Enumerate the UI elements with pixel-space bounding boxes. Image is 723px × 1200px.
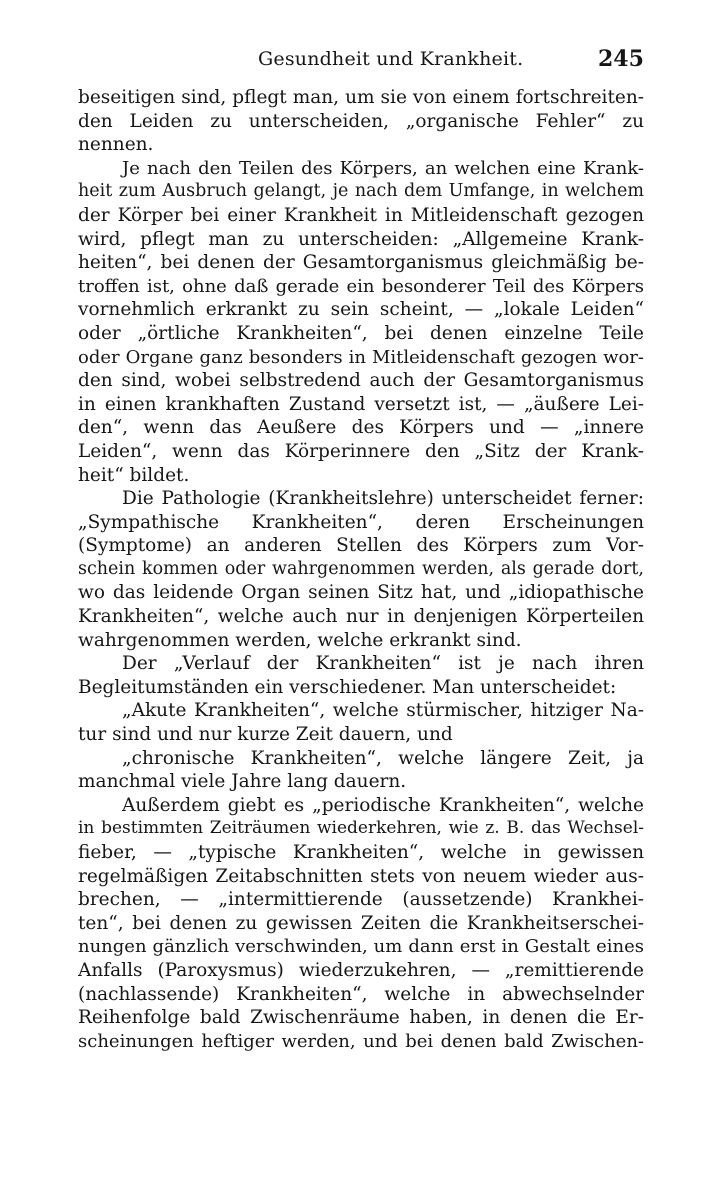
text-line: Krankheiten“, welche auch nur in denjenigen Körperteilen bbox=[78, 606, 644, 628]
text-line: fieber, — „typische Krankheiten“, welche in gewissen bbox=[78, 842, 644, 863]
text-line: vornehmlich erkrankt zu sein scheint, — „lokale Leiden“ bbox=[78, 299, 644, 321]
text-line: heit zum Ausbruch gelangt, je nach dem Umfange, in welchem bbox=[78, 181, 644, 202]
text-line: den Leiden zu unterscheiden, „organische Fehler“ zu bbox=[78, 110, 644, 132]
text-line: Leiden“, wenn das Körperinnere den „Sitz der Krank- bbox=[78, 440, 644, 462]
text-line: Reihenfolge bald Zwischenräume haben, in denen die Er- bbox=[78, 1007, 644, 1029]
text-line: (Symptome) an anderen Stellen des Körpers zum Vor- bbox=[78, 535, 644, 557]
text-line: regelmäßigen Zeitabschnitten stets von neuem wieder aus- bbox=[78, 865, 644, 887]
text-line: tur sind und nur kurze Zeit dauern, und bbox=[78, 724, 453, 746]
text-line: Je nach den Teilen des Körpers, an welchen eine Krank- bbox=[122, 157, 644, 179]
text-line: Begleitumständen ein verschiedener. Man unterscheidet: bbox=[78, 676, 617, 698]
text-line: ten“, bei denen zu gewissen Zeiten die Krankheitserschei- bbox=[78, 912, 644, 934]
text-line: beseitigen sind, pflegt man, um sie von einem fortschreiten- bbox=[78, 87, 644, 108]
running-title: Gesundheit und Krankheit. bbox=[258, 48, 524, 70]
text-line: scheinungen heftiger werden, und bei denen bald Zwischen- bbox=[78, 1030, 644, 1052]
text-line: (nachlassende) Krankheiten“, welche in abwechselnder bbox=[78, 983, 644, 1005]
text-line: brechen, — „intermittierende (aussetzende) Krankhei- bbox=[78, 889, 644, 911]
text-line: „Sympathische Krankheiten“, deren Erscheinungen bbox=[78, 511, 644, 533]
text-line: oder „örtliche Krankheiten“, bei denen einzelne Teile bbox=[78, 322, 644, 344]
text-line: Außerdem giebt es „periodische Krankheiten“, welche bbox=[122, 794, 644, 816]
text-line: oder Organe ganz besonders in Mitleidenschaft gezogen wor- bbox=[78, 346, 644, 368]
text-line: heit“ bildet. bbox=[78, 464, 190, 486]
text-line: nungen gänzlich verschwinden, um dann erst in Gestalt eines bbox=[78, 936, 644, 958]
text-line: Anfalls (Paroxysmus) wiederzukehren, — „remittierende bbox=[78, 959, 644, 981]
text-line: wahrgenommen werden, welche erkrankt sind. bbox=[78, 629, 522, 651]
text-line: in einen krankhaften Zustand versetzt ist, — „äußere Lei- bbox=[78, 393, 644, 415]
text-line: wird, pflegt man zu unterscheiden: „Allgemeine Krank- bbox=[78, 228, 644, 250]
body-text bbox=[78, 86, 644, 1053]
text-line: „Akute Krankheiten“, welche stürmischer, hitziger Na- bbox=[122, 700, 644, 722]
text-line: wo das leidende Organ seinen Sitz hat, und „idiopathische bbox=[78, 582, 644, 604]
page-number: 245 bbox=[598, 46, 644, 72]
text-line: Der „Verlauf der Krankheiten“ ist je nach ihren bbox=[122, 653, 644, 675]
text-line: den sind, wobei selbstredend auch der Gesamtorganismus bbox=[78, 370, 644, 392]
text-line: troffen ist, ohne daß gerade ein besonderer Teil des Körpers bbox=[78, 275, 644, 297]
text-line: heiten“, bei denen der Gesamtorganismus gleichmäßig be- bbox=[78, 252, 644, 274]
text-line: in bestimmten Zeiträumen wiederkehren, wie z. B. das Wechsel- bbox=[78, 818, 644, 839]
text-line: der Körper bei einer Krankheit in Mitleidenschaft gezogen bbox=[78, 204, 644, 226]
text-line: schein kommen oder wahrgenommen werden, als gerade dort, bbox=[78, 558, 644, 579]
text-line: nennen. bbox=[78, 134, 154, 156]
text-line: den“, wenn das Aeußere des Körpers und — „innere bbox=[78, 417, 644, 439]
page-header bbox=[0, 44, 723, 74]
text-line: manchmal viele Jahre lang dauern. bbox=[78, 771, 407, 793]
text-line: Die Pathologie (Krankheitslehre) unterscheidet ferner: bbox=[122, 488, 644, 510]
text-line: „chronische Krankheiten“, welche längere Zeit, ja bbox=[122, 747, 644, 769]
